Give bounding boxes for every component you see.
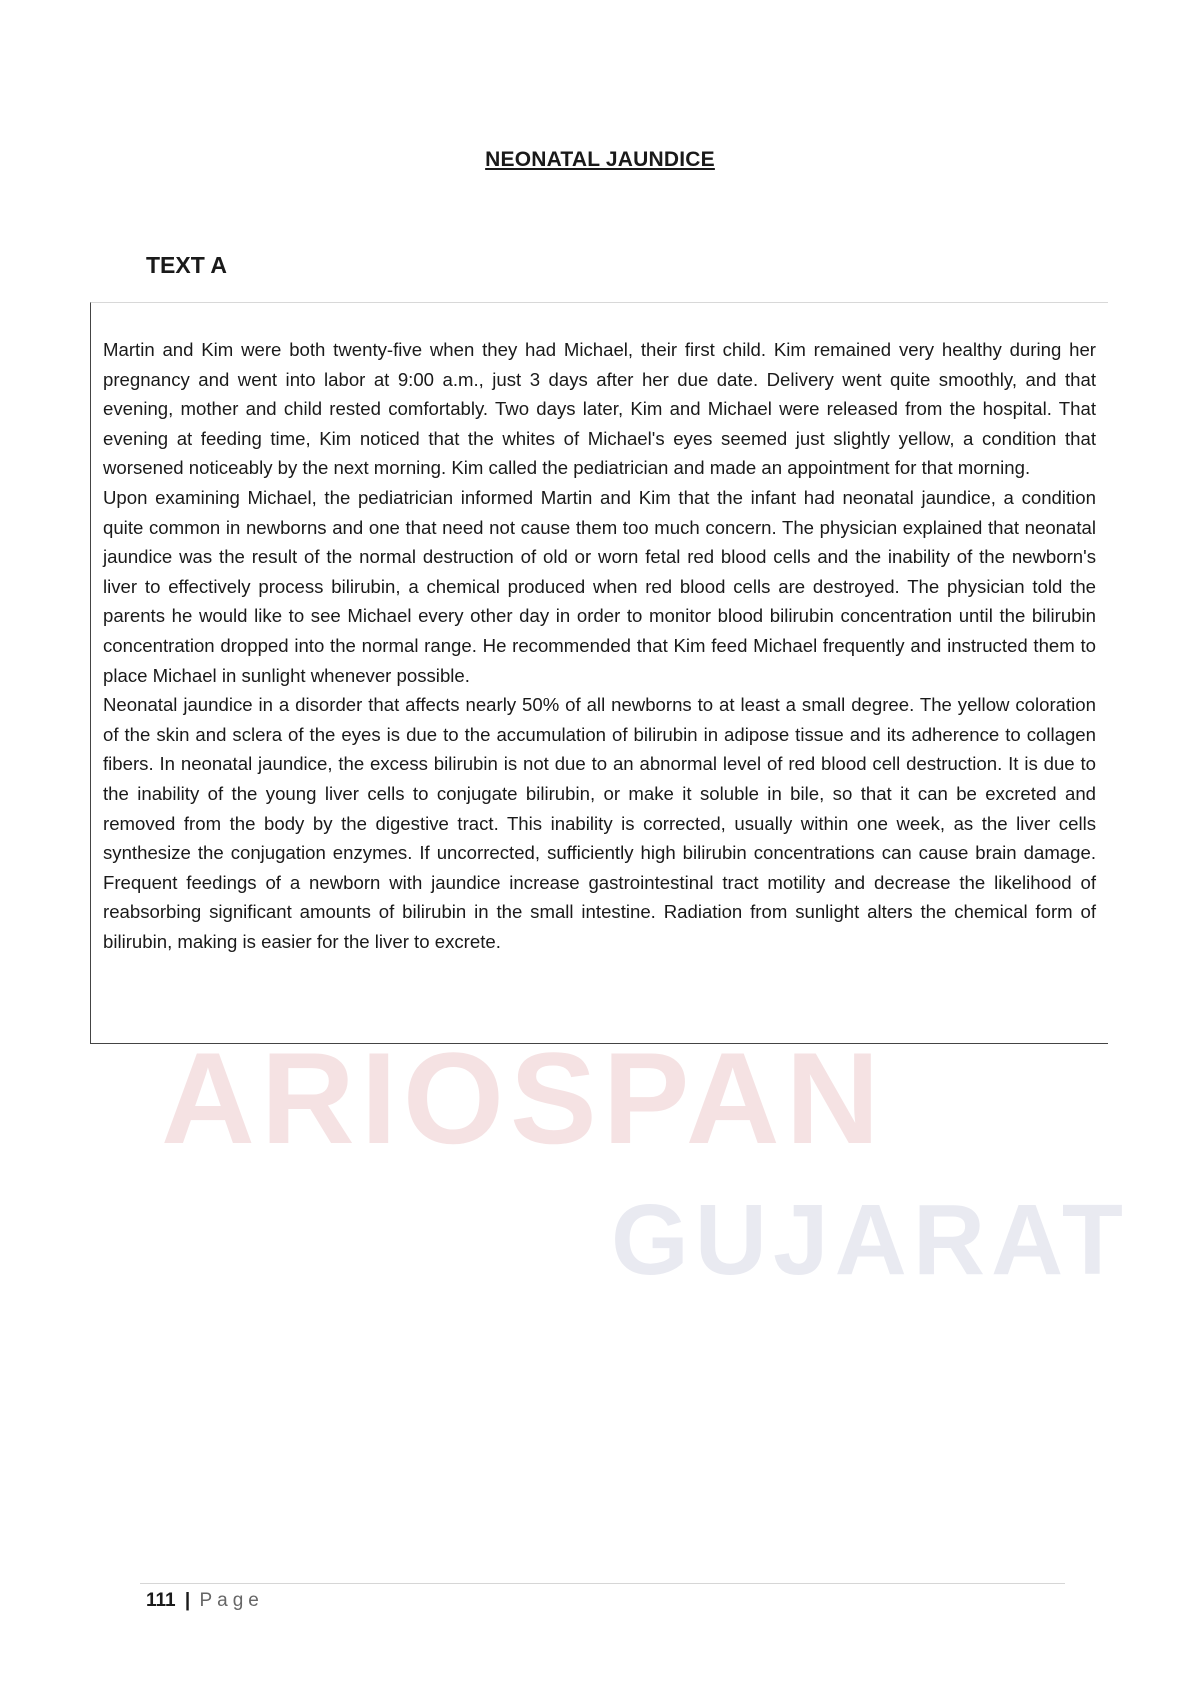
page-title: NEONATAL JAUNDICE: [485, 148, 715, 171]
page-separator: |: [184, 1590, 191, 1611]
page-number: 111: [146, 1590, 176, 1611]
page-footer: [146, 1590, 264, 1612]
paragraph-3: Neonatal jaundice in a disorder that affects nearly 50% of all newborns to at least a small degree. The yellow coloration of the skin and sclera of the eyes is due to the accumulation of bilirubin in adipose tissue and its adherence to collagen fibers. In neonatal jaundice, the excess bilirubin is not due to an abnormal level of red blood cell destruction. It is due to the inability of the young liver cells to conjugate bilirubin, or make it soluble in bile, so that it can be excreted and removed from the body by the digestive tract. This inability is corrected, usually within one week, as the liver cells synthesize the conjugation enzymes. If uncorrected, sufficiently high bilirubin concentrations can cause brain damage. Frequent feedings of a newborn with jaundice increase gastrointestinal tract motility and decrease the likelihood of reabsorbing significant amounts of bilirubin in the small intestine. Radiation from sunlight alters the chemical form of bilirubin, making is easier for the liver to excrete.: [103, 694, 1096, 952]
watermark-logo-blue: GUJARAT: [611, 1184, 1129, 1296]
page-label: Page: [199, 1590, 264, 1611]
text-box: [90, 302, 1129, 1296]
section-heading: TEXT A: [146, 252, 227, 278]
paragraph-1: Martin and Kim were both twenty-five when they had Michael, their first child. Kim remained very healthy during her pregnancy and went into labor at 9:00 a.m., just 3 days after her due date. Delivery went quite smoothly, and that evening, mother and child rested comfortably. Two days later, Kim and Michael were released from the hospital. That evening at feeding time, Kim noticed that the whites of Michael's eyes seemed just slightly yellow, a condition that worsened noticeably by the next morning. Kim called the pediatrician and made an appointment for that morning.: [103, 339, 1096, 479]
footer-divider: [140, 1583, 1065, 1584]
watermark-logo-red: ARIOSPAN: [161, 1025, 886, 1171]
paragraph-2: Upon examining Michael, the pediatrician informed Martin and Kim that the infant had neonatal jaundice, a condition quite common in newborns and one that need not cause them too much concern. The physician explained that neonatal jaundice was the result of the normal destruction of old or worn fetal red blood cells and the inability of the newborn's liver to effectively process bilirubin, a chemical produced when red blood cells are destroyed. The physician told the parents he would like to see Michael every other day in order to monitor blood bilirubin concentration until the bilirubin concentration dropped into the normal range. He recommended that Kim feed Michael frequently and instructed them to place Michael in sunlight whenever possible.: [103, 486, 1096, 686]
